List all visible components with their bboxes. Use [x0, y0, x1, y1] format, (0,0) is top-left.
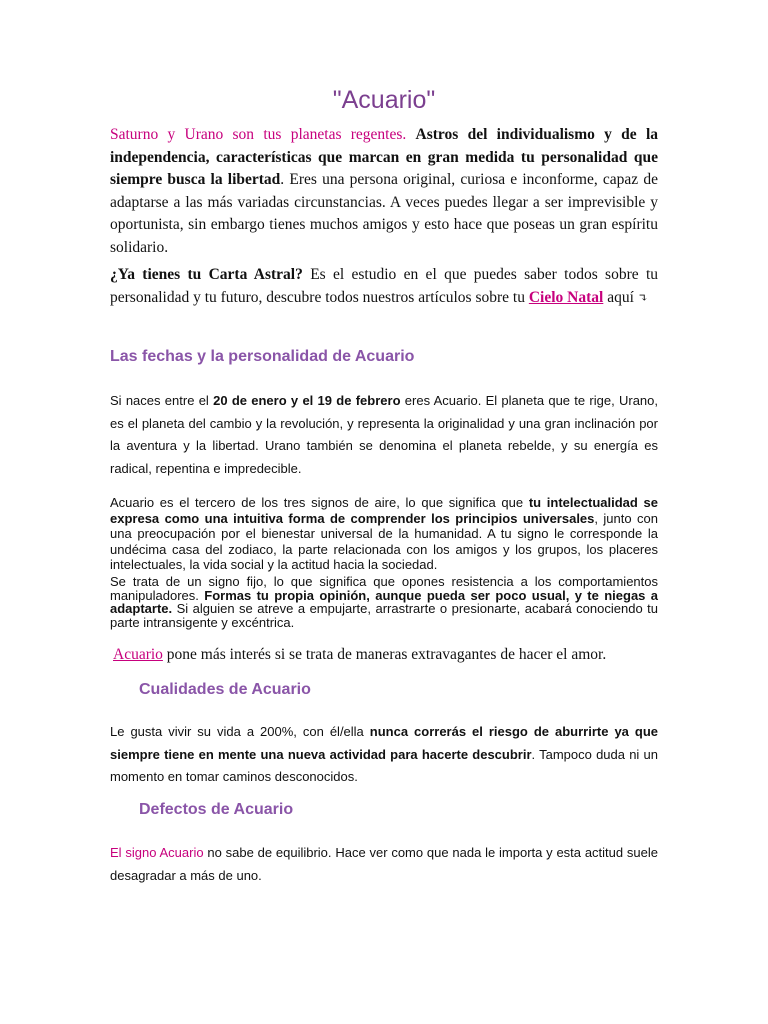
- aire-bold-text: tu intelectualidad se expresa como una intuitiva forma de comprender los principios universales: [110, 495, 658, 526]
- fechas-dates-bold: 20 de enero y el 19 de febrero: [213, 393, 401, 408]
- amor-paragraph: [113, 644, 658, 667]
- intro-rest-text: . Eres una persona original, curiosa e inconforme, capaz de adaptarse a las más variadas circunstancias. A veces puedes llegar a ser imprevisible y oportunista, sin embargo tienes muchos amigos y esto hace que poseas un gran espíritu solidario.: [110, 171, 658, 256]
- fijo-bold-text: Formas tu propia opinión, aunque pueda ser poco usual, y te niegas a adaptarte.: [110, 587, 659, 616]
- intro-paragraph: [110, 124, 658, 259]
- aire-text-b: , junto con una preocupación por el bienestar universal de la humanidad. A tu signo le corresponde la undécima casa del zodiaco, la parte relacionada con los amigos y los grupos, los placeres intelectuales, la vida social y la actitud hacia la sociedad.: [110, 510, 658, 572]
- defectos-text: no sabe de equilibrio. Hace ver como que nada le importa y esta actitud suele desagradar a más de uno.: [110, 845, 658, 883]
- aire-paragraph: [110, 495, 658, 573]
- section-heading-cualidades: Cualidades de Acuario: [139, 681, 311, 698]
- arrow-down-right-icon: ↴: [637, 290, 648, 305]
- carta-paragraph: [110, 264, 658, 309]
- defectos-pink-text: El signo Acuario: [110, 845, 204, 860]
- cualidades-paragraph: [110, 721, 658, 789]
- cielo-natal-link[interactable]: Cielo Natal: [528, 288, 604, 306]
- defectos-paragraph: [110, 842, 658, 887]
- fijo-text-a: Se trata de un signo fijo, lo que significa que opones resistencia a los comportamientos manipuladores.: [110, 574, 658, 603]
- fijo-paragraph: [110, 575, 658, 629]
- acuario-link[interactable]: Acuario: [113, 646, 163, 663]
- carta-after: aquí: [603, 288, 634, 306]
- cualidades-text-a: Le gusta vivir su vida a 200%, con él/ella: [110, 724, 370, 739]
- intro-bold-text: Astros del individualismo y de la independencia, características que marcan en gran medida tu personalidad que siempre busca la libertad: [110, 126, 659, 188]
- fechas-text-b: eres Acuario. El planeta que te rige, Urano, es el planeta del cambio y la revolución, y representa la originalidad y una gran inclinación por la aventura y la libertad. Urano también se denomina el planeta rebelde, y su energía es radical, repentina e impredecible.: [110, 393, 658, 476]
- section-heading-defectos: Defectos de Acuario: [139, 801, 294, 818]
- carta-question: ¿Ya tienes tu Carta Astral?: [110, 266, 303, 283]
- aire-text-a: Acuario es el tercero de los tres signos de aire, lo que significa que: [110, 495, 529, 510]
- carta-text: Es el estudio en el que puedes saber todos sobre tu personalidad y tu futuro, descubre todos nuestros artículos sobre tu: [110, 266, 658, 306]
- fechas-text-a: Si naces entre el: [110, 393, 214, 408]
- section-heading-fechas: Las fechas y la personalidad de Acuario: [110, 348, 415, 365]
- fechas-paragraph: [110, 390, 658, 480]
- cualidades-bold-text: nunca correrás el riesgo de aburrirte ya que siempre tiene en mente una nueva actividad para hacerte descubrir: [110, 724, 658, 762]
- page-title: "Acuario": [332, 86, 436, 114]
- intro-pink-text: Saturno y Urano son tus planetas regentes.: [110, 126, 407, 143]
- amor-text: pone más interés si se trata de maneras extravagantes de hacer el amor.: [162, 646, 607, 663]
- fijo-text-b: Si alguien se atreve a empujarte, arrastrarte o presionarte, acabará conociendo tu parte intransigente y excéntrica.: [110, 601, 658, 630]
- cualidades-text-b: . Tampoco duda ni un momento en tomar caminos desconocidos.: [110, 746, 658, 784]
